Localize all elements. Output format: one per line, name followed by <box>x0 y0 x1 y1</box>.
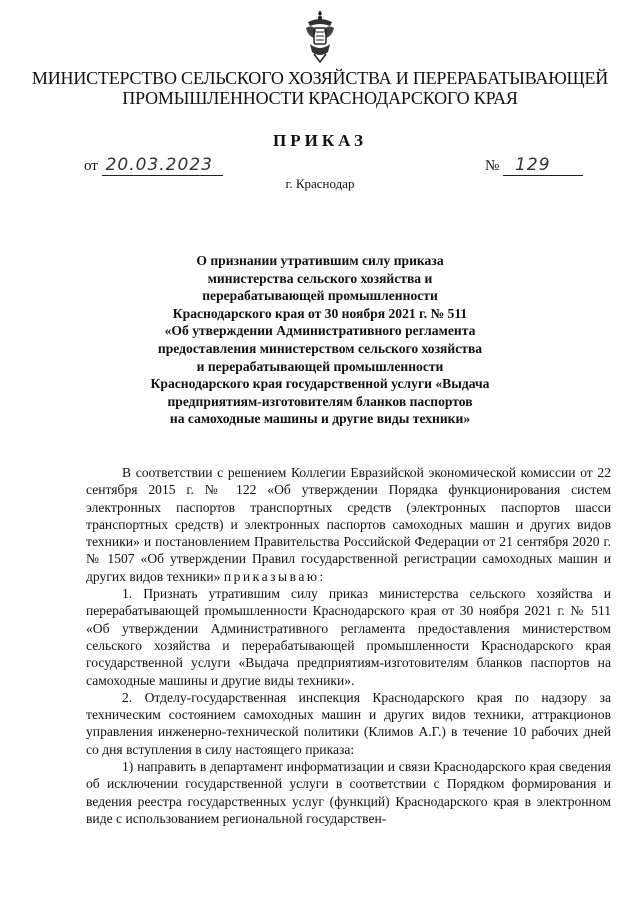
order-subject <box>120 252 520 428</box>
date-prefix: от <box>84 158 98 174</box>
order-date <box>84 155 223 176</box>
subject-line: О признании утратившим силу приказа <box>196 253 444 268</box>
paragraph-item-1: 1. Признать утратившим силу приказ министерства сельского хозяйства и перерабатывающей промышленности Краснодарского края от 30 ноября 2021 г. № 511 «Об утверждении Административного регламента предоставления министерством сельского хозяйства и перерабатывающей промышленности Краснодарского края государственной услуги «Выдача предприятиям-изготовителям бланков паспортов на самоходные машины и другие виды техники». <box>86 586 611 688</box>
subject-line: «Об утверждении Административного регламента <box>164 323 476 339</box>
city: г. Краснодар <box>285 176 355 191</box>
subject-line: перерабатывающей промышленности <box>202 288 438 304</box>
preamble-text: В соответствии с решением Коллегии Евразийской экономической комиссии от 22 сентября 2015 г. № 122 «Об утверждении Порядка функционирования систем электронных паспортов транспортных средств (электронных паспортов шасси транспортных средств) и электронных паспортов самоходных машин и других видов техники» и постановлением Правительства Российской Федерации от 21 сентября 2020 г. № 1507 «Об утверждении Правил государственной регистрации самоходных машин и других видов техники» <box>86 465 611 584</box>
order-body <box>86 464 611 827</box>
subject-line: Краснодарского края от 30 ноября 2021 г. № 511 <box>172 305 468 321</box>
ministry-line-1: МИНИСТЕРСТВО СЕЛЬСКОГО ХОЗЯЙСТВА И ПЕРЕРАБАТЫВАЮЩЕЙ <box>31 68 609 88</box>
order-keyword: приказываю: <box>223 568 326 584</box>
paragraph-preamble <box>86 464 611 585</box>
ministry-name <box>0 68 640 108</box>
paragraph-subitem-1: 1) направить в департамент информатизации и связи Краснодарского края сведения об исключении государственной услуги в соответствии с Порядком формирования и ведения реестра государственных услуг (функций) Краснодарского края в электронном виде с использованием региональной государствен- <box>86 759 611 826</box>
coat-of-arms-emblem-icon <box>302 8 338 64</box>
subject-line: Краснодарского края государственной услуги «Выдача <box>150 376 490 392</box>
paragraph-item-2: 2. Отделу-государственная инспекция Краснодарского края по надзору за техническим состоянием самоходных машин и других видов техники, аттракционов управления инженерно-технической политики (Климов А.Г.) в течение 10 рабочих дней со дня вступления в силу настоящего приказа: <box>86 689 611 757</box>
subject-line: министерства сельского хозяйства и <box>207 270 433 286</box>
ministry-line-2: ПРОМЫШЛЕННОСТИ КРАСНОДАРСКОГО КРАЯ <box>122 88 518 108</box>
order-title: ПРИКАЗ <box>273 131 367 150</box>
subject-line: на самоходные машины и другие виды техники» <box>169 411 471 427</box>
order-number <box>485 155 583 176</box>
subject-line: и перерабатывающей промышленности <box>196 358 444 374</box>
date-value: 20.03.2023 <box>102 155 223 176</box>
subject-line: предоставления министерством сельского хозяйства <box>157 340 483 356</box>
subject-line: предприятиям-изготовителям бланков паспортов <box>167 393 473 409</box>
number-value: 129 <box>503 155 583 176</box>
number-prefix: № <box>485 158 500 174</box>
